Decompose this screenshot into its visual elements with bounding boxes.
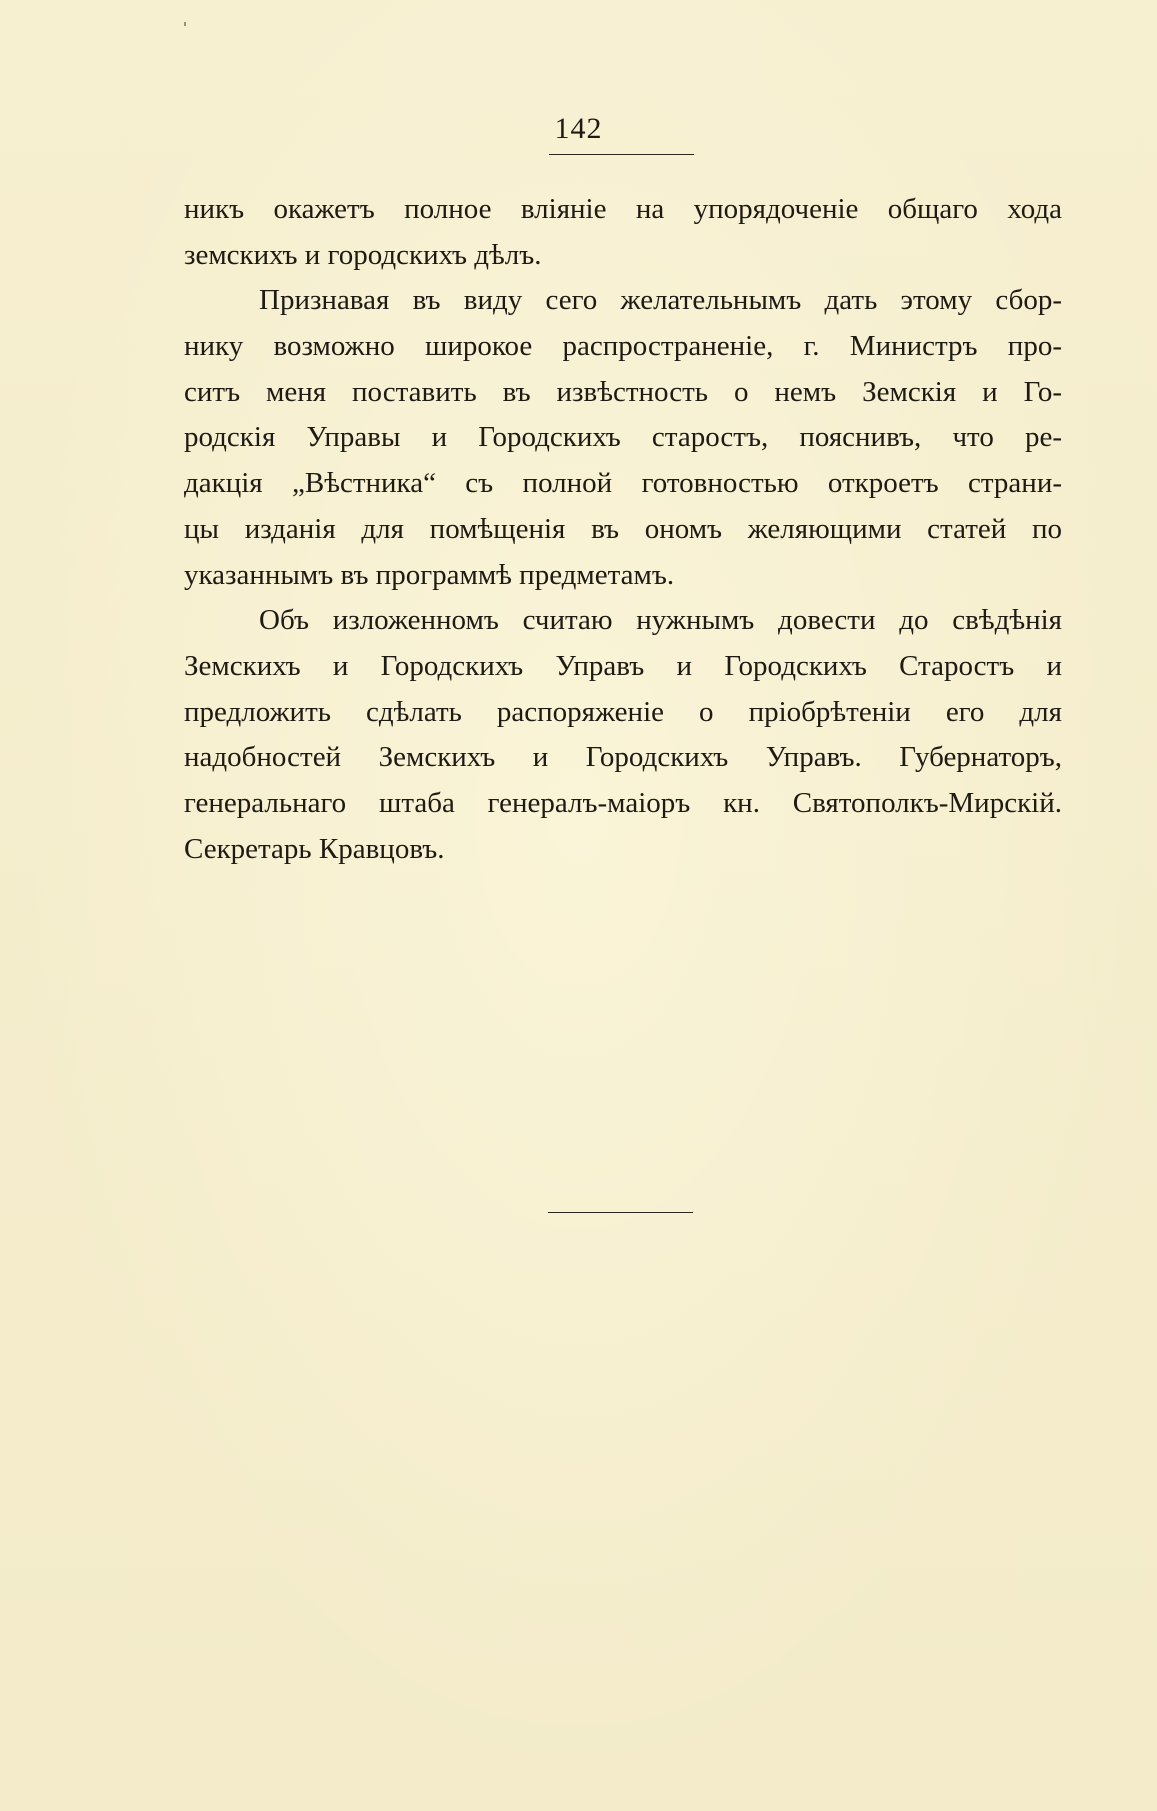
text-line: родскія Управы и Городскихъ старостъ, пояснивъ, что ре- (184, 421, 1062, 454)
header-rule (549, 154, 694, 155)
text-line: ситъ меня поставить въ извѣстность о немъ Земскія и Го- (184, 375, 1062, 408)
text-line: цы изданія для помѣщенія въ ономъ желяющими статей по (184, 512, 1062, 545)
text-line: генеральнаго штаба генералъ-маіоръ кн. Святополкъ-Мирскій. (184, 786, 1062, 819)
print-speck (184, 22, 186, 26)
end-rule (548, 1212, 693, 1213)
text-line: предложить сдѣлать распоряженіе о пріобрѣтеніи его для (184, 695, 1062, 728)
page-number: 142 (554, 112, 603, 145)
text-line: Объ изложенномъ считаю нужнымъ довести до свѣдѣнія (259, 604, 1062, 637)
text-line: Секретарь Кравцовъ. (184, 832, 445, 865)
text-line: надобностей Земскихъ и Городскихъ Управъ. Губернаторъ, (184, 741, 1062, 774)
text-line: никъ окажетъ полное вліяніе на упорядоченіе общаго хода (184, 193, 1062, 225)
text-line: нику возможно широкое распространеніе, г. Министръ про- (184, 330, 1062, 363)
text-line: земскихъ и городскихъ дѣлъ. (184, 238, 542, 271)
text-line: Признавая въ виду сего желательнымъ дать этому сбор- (259, 284, 1062, 317)
body-text (184, 187, 1062, 872)
text-line: Земскихъ и Городскихъ Управъ и Городскихъ Старостъ и (184, 649, 1062, 682)
text-line: дакція „Вѣстника“ съ полной готовностью откроетъ страни- (184, 467, 1062, 500)
text-line: указаннымъ въ программѣ предметамъ. (184, 558, 675, 591)
